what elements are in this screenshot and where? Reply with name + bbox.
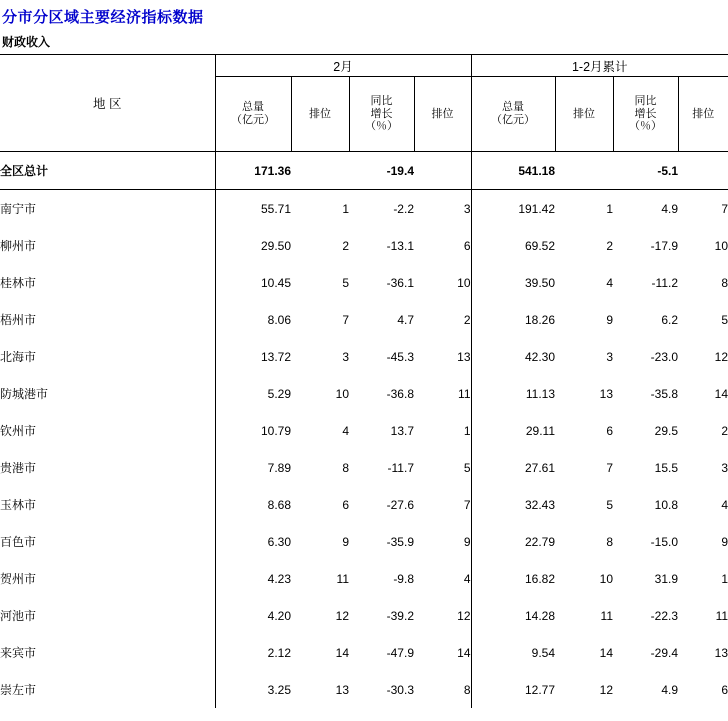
- row-label: 贵港市: [0, 449, 215, 486]
- table-row: [0, 412, 728, 449]
- cell-cumulative-total: 22.79: [524, 534, 556, 549]
- cell-cumulative-growth: 6.2: [661, 312, 679, 327]
- report-page: [0, 6, 728, 721]
- cell-cumulative-growth-rank: 2: [721, 423, 728, 438]
- cell-cumulative-growth-rank: 6: [721, 682, 728, 697]
- cell-cumulative-rank: 8: [606, 534, 614, 549]
- cell-month-growth: -36.8: [386, 386, 414, 401]
- row-label: 贺州市: [0, 560, 215, 597]
- cell-month-growth: -47.9: [386, 645, 414, 660]
- cell-month-total: 10.79: [260, 423, 291, 438]
- cell-month-growth: -35.9: [386, 534, 414, 549]
- row-label: 桂林市: [0, 264, 215, 301]
- subheader-cumulative-growth-rank: 排位: [678, 77, 728, 152]
- cell-month-growth-rank: 3: [414, 190, 471, 228]
- subheader-month-growth-rank: 排位: [414, 77, 471, 152]
- cell-cumulative-growth-rank: 11: [715, 608, 728, 623]
- cell-month-growth: 13.7: [390, 423, 414, 438]
- cell-month-total: 55.71: [260, 201, 291, 216]
- cell-month-growth: -13.1: [386, 238, 414, 253]
- cell-month-growth: -27.6: [386, 497, 414, 512]
- cell-month-growth-rank: 6: [414, 227, 471, 264]
- cell-cumulative-growth-rank: [678, 152, 728, 190]
- cell-month-rank: 8: [342, 460, 349, 475]
- cell-month-growth-rank: 13: [414, 338, 471, 375]
- cell-month-growth-rank: 12: [414, 597, 471, 634]
- cell-cumulative-rank: 9: [606, 312, 614, 327]
- row-label: 钦州市: [0, 412, 215, 449]
- table-row: [0, 264, 728, 301]
- cell-cumulative-rank: 10: [599, 571, 614, 586]
- subheader-cumulative-growth: 同比 增长 （％）: [613, 77, 678, 152]
- table-header: [0, 55, 728, 152]
- cell-month-growth: -36.1: [386, 275, 414, 290]
- cell-cumulative-total: 16.82: [524, 571, 556, 586]
- cell-cumulative-growth: 29.5: [654, 423, 679, 438]
- page-subtitle: 财政收入: [2, 35, 51, 49]
- cell-month-total: 29.50: [260, 238, 291, 253]
- subheader-month-growth: 同比 增长 （％）: [349, 77, 414, 152]
- cell-month-rank: 14: [335, 645, 349, 660]
- cell-cumulative-rank: 5: [606, 497, 614, 512]
- economic-indicator-table: [0, 54, 728, 708]
- cell-month-total: 3.25: [267, 682, 291, 697]
- cell-cumulative-total: 29.11: [525, 423, 556, 438]
- page-title: 分市分区域主要经济指标数据: [2, 9, 204, 26]
- cell-cumulative-total: 11.13: [525, 386, 556, 401]
- table-row: [0, 375, 728, 412]
- table-row: [0, 671, 728, 708]
- row-label: 来宾市: [0, 634, 215, 671]
- cell-cumulative-growth: 31.9: [654, 571, 679, 586]
- cell-cumulative-total: 12.77: [524, 682, 556, 697]
- table-row: [0, 597, 728, 634]
- cell-cumulative-rank: 1: [606, 201, 614, 216]
- cell-month-rank: 3: [342, 349, 349, 364]
- table-row: [0, 560, 728, 597]
- cell-month-growth: -9.8: [393, 571, 414, 586]
- table-row: [0, 190, 728, 228]
- row-label: 梧州市: [0, 301, 215, 338]
- row-label: 崇左市: [0, 671, 215, 708]
- column-group-month: 2月: [215, 55, 471, 77]
- cell-month-growth: -11.7: [387, 460, 414, 475]
- cell-month-total: 6.30: [267, 534, 291, 549]
- cell-month-rank: 12: [335, 608, 349, 623]
- cell-month-total: 10.45: [260, 275, 291, 290]
- cell-month-growth-rank: 9: [414, 523, 471, 560]
- cell-month-growth: -19.4: [349, 152, 414, 190]
- cell-cumulative-rank: 4: [606, 275, 614, 290]
- cell-cumulative-growth: 4.9: [661, 201, 679, 216]
- row-label: 柳州市: [0, 227, 215, 264]
- row-label: 百色市: [0, 523, 215, 560]
- header-group-row: [0, 55, 728, 77]
- cell-cumulative-total: 32.43: [524, 497, 556, 512]
- cell-cumulative-growth: -29.4: [650, 645, 679, 660]
- cell-month-total: 2.12: [267, 645, 291, 660]
- cell-cumulative-total: 541.18: [471, 152, 555, 190]
- table-row: [0, 449, 728, 486]
- column-header-region: 地 区: [0, 55, 215, 152]
- cell-cumulative-growth-rank: 1: [721, 571, 728, 586]
- row-label: 防城港市: [0, 375, 215, 412]
- cell-cumulative-total: 9.54: [531, 645, 556, 660]
- cell-month-rank: 9: [342, 534, 349, 549]
- table-row: [0, 634, 728, 671]
- cell-cumulative-total: 39.50: [524, 275, 556, 290]
- cell-month-growth-rank: 14: [414, 634, 471, 671]
- cell-month-total: 7.89: [267, 460, 291, 475]
- cell-month-growth-rank: [414, 152, 471, 190]
- cell-cumulative-growth-rank: 5: [721, 312, 728, 327]
- subheader-month-total: 总量 （亿元）: [215, 77, 291, 152]
- row-label: 南宁市: [0, 190, 215, 228]
- row-label: 玉林市: [0, 486, 215, 523]
- cell-cumulative-rank: 7: [606, 460, 614, 475]
- cell-month-growth-rank: 2: [414, 301, 471, 338]
- cell-cumulative-total: 42.30: [524, 349, 556, 364]
- table-body: [0, 152, 728, 709]
- cell-month-growth: -2.2: [393, 201, 414, 216]
- cell-cumulative-rank: 11: [600, 608, 614, 623]
- cell-cumulative-total: 69.52: [524, 238, 556, 253]
- table-row: [0, 486, 728, 523]
- subheader-cumulative-rank: 排位: [555, 77, 613, 152]
- cell-month-rank: [291, 152, 349, 190]
- subheader-cumulative-total: 总量 （亿元）: [471, 77, 555, 152]
- cell-cumulative-total: 27.61: [524, 460, 556, 475]
- cell-month-rank: 5: [342, 275, 349, 290]
- cell-cumulative-growth-rank: 14: [714, 386, 728, 401]
- cell-cumulative-growth: -5.1: [613, 152, 678, 190]
- cell-cumulative-growth-rank: 4: [721, 497, 728, 512]
- cell-month-total: 171.36: [215, 152, 291, 190]
- table-row: [0, 523, 728, 560]
- cell-month-rank: 4: [342, 423, 349, 438]
- cell-month-growth: -45.3: [386, 349, 414, 364]
- cell-month-growth: -39.2: [386, 608, 414, 623]
- cell-month-growth: -30.3: [386, 682, 414, 697]
- cell-month-rank: 10: [335, 386, 349, 401]
- cell-month-total: 5.29: [267, 386, 291, 401]
- cell-month-rank: 6: [342, 497, 349, 512]
- cell-cumulative-growth-rank: 12: [714, 349, 728, 364]
- table-row: [0, 338, 728, 375]
- cell-month-growth-rank: 7: [414, 486, 471, 523]
- cell-cumulative-growth: -15.0: [650, 534, 679, 549]
- cell-month-rank: 2: [342, 238, 349, 253]
- cell-cumulative-total: 18.26: [524, 312, 556, 327]
- column-group-cumulative: 1-2月累计: [471, 55, 728, 77]
- cell-month-rank: 11: [336, 571, 349, 586]
- cell-cumulative-growth-rank: 3: [721, 460, 728, 475]
- cell-month-growth: 4.7: [397, 312, 414, 327]
- cell-month-rank: 7: [342, 312, 349, 327]
- row-label: 河池市: [0, 597, 215, 634]
- cell-cumulative-growth: 4.9: [661, 682, 679, 697]
- table-row: [0, 301, 728, 338]
- cell-cumulative-rank: [555, 152, 613, 190]
- cell-cumulative-growth: -17.9: [650, 238, 679, 253]
- cell-month-growth-rank: 11: [414, 375, 471, 412]
- cell-month-growth-rank: 4: [414, 560, 471, 597]
- cell-cumulative-rank: 14: [599, 645, 614, 660]
- cell-cumulative-rank: 6: [606, 423, 614, 438]
- cell-month-total: 8.06: [267, 312, 291, 327]
- cell-month-growth-rank: 5: [414, 449, 471, 486]
- cell-cumulative-growth: 15.5: [654, 460, 679, 475]
- cell-cumulative-growth-rank: 10: [714, 238, 728, 253]
- cell-month-total: 4.23: [267, 571, 291, 586]
- cell-cumulative-total: 14.28: [524, 608, 556, 623]
- cell-cumulative-growth: 10.8: [654, 497, 679, 512]
- cell-cumulative-growth-rank: 7: [721, 201, 728, 216]
- cell-cumulative-growth-rank: 9: [721, 534, 728, 549]
- cell-cumulative-growth: -11.2: [651, 275, 679, 290]
- cell-cumulative-growth: -22.3: [650, 608, 679, 623]
- cell-month-growth-rank: 10: [414, 264, 471, 301]
- cell-cumulative-rank: 2: [606, 238, 614, 253]
- table-row: [0, 227, 728, 264]
- cell-cumulative-growth: -35.8: [650, 386, 679, 401]
- cell-cumulative-growth-rank: 13: [714, 645, 728, 660]
- cell-cumulative-growth-rank: 8: [721, 275, 728, 290]
- cell-cumulative-growth: -23.0: [650, 349, 679, 364]
- subheader-month-rank: 排位: [291, 77, 349, 152]
- cell-month-rank: 1: [342, 201, 349, 216]
- cell-month-rank: 13: [335, 682, 349, 697]
- cell-month-total: 4.20: [267, 608, 291, 623]
- cell-cumulative-rank: 3: [606, 349, 614, 364]
- cell-month-growth-rank: 1: [414, 412, 471, 449]
- table-row-total: [0, 152, 728, 190]
- cell-month-growth-rank: 8: [414, 671, 471, 708]
- cell-cumulative-rank: 12: [599, 682, 614, 697]
- cell-cumulative-rank: 13: [599, 386, 614, 401]
- cell-cumulative-total: 191.42: [518, 201, 556, 216]
- cell-month-total: 13.72: [260, 349, 291, 364]
- row-label: 全区总计: [0, 152, 215, 190]
- row-label: 北海市: [0, 338, 215, 375]
- cell-month-total: 8.68: [267, 497, 291, 512]
